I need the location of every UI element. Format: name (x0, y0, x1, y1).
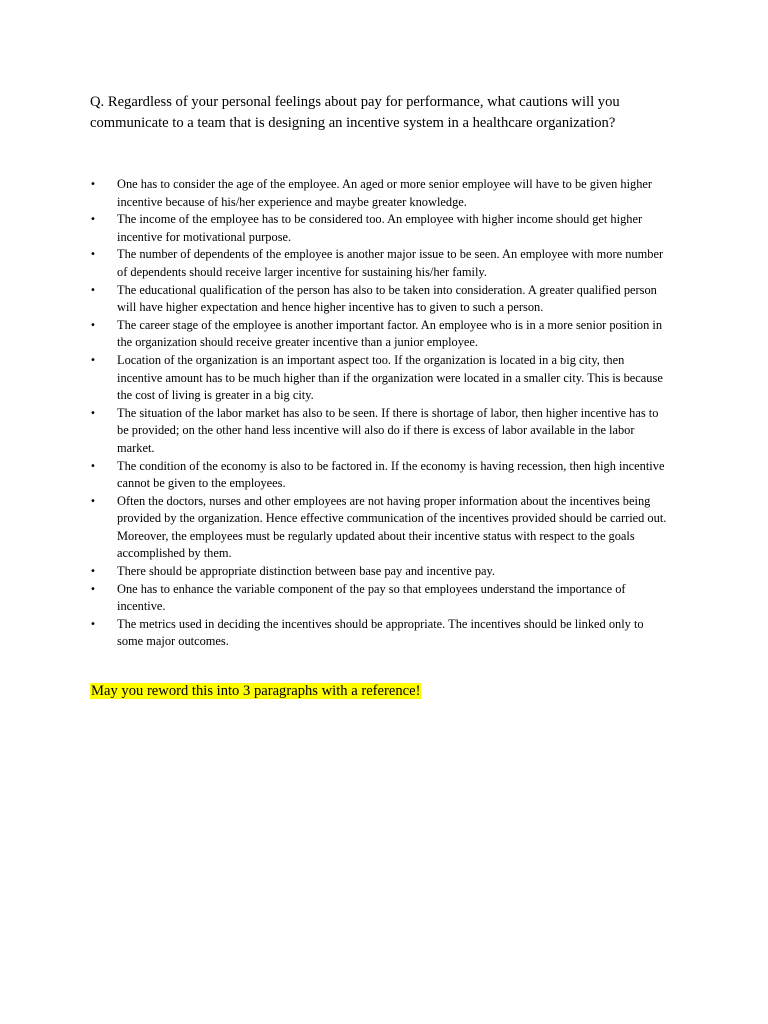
list-item (90, 458, 668, 493)
list-item (90, 317, 668, 352)
list-item (90, 282, 668, 317)
list-item (90, 176, 668, 211)
bullet-dot-icon: • (90, 179, 96, 190)
question-text: Q. Regardless of your personal feelings about pay for performance, what cautions will you communicate to a team that is designing an incentive system in a healthcare organization? (90, 94, 620, 131)
bullet-dot-icon: • (90, 354, 96, 366)
list-item-text: One has to enhance the variable component of the pay so that employees understand the importance of incentive. (117, 581, 626, 614)
bullet-dot-icon: • (90, 214, 96, 226)
list-item-text: The income of the employee has to be considered too. An employee with higher income should get higher incentive for motivational purpose. (117, 212, 643, 244)
highlighted-request: May you reword this into 3 paragraphs with a reference! (91, 683, 421, 700)
list-item (90, 211, 668, 246)
list-item (90, 246, 668, 281)
list-item-text: The number of dependents of the employee is another major issue to be seen. An employee with more number of dependents should receive larger incentive for sustaining his/her family. (117, 247, 664, 279)
bullet-dot-icon: • (90, 618, 96, 630)
bullet-dot-icon: • (90, 284, 96, 296)
list-item (90, 581, 668, 616)
bullet-list (90, 176, 668, 651)
bullet-dot-icon: • (90, 566, 96, 578)
bullet-dot-icon: • (90, 407, 96, 419)
bullet-dot-icon: • (90, 460, 96, 472)
list-item (90, 616, 668, 651)
list-item-text: One has to consider the age of the employee. An aged or more senior employee will have to be given higher incentive because of his/her experience and maybe greater knowledge. (117, 177, 653, 209)
bullet-dot-icon: • (90, 319, 96, 331)
bullet-dot-icon: • (90, 495, 96, 507)
list-item-text: The condition of the economy is also to be factored in. If the economy is having recession, then high incentive cannot be given to the employees. (117, 458, 665, 491)
list-item-text: The educational qualification of the person has also to be taken into consideration. A greater qualified person will have higher expectation and hence higher incentive has to given to such a person. (117, 282, 657, 315)
list-item (90, 352, 668, 405)
list-item (90, 563, 668, 581)
bullet-dot-icon: • (90, 249, 96, 261)
list-item-text: Often the doctors, nurses and other employees are not having proper information about the incentives being provided by the organization. Hence effective communication of the incentives provided should be carried out. Moreover, the employees must be regularly updated about their incentive status with respect to the goals accomplished by them. (117, 493, 667, 561)
list-item-text: There should be appropriate distinction between base pay and incentive pay. (117, 564, 496, 579)
list-item (90, 493, 668, 563)
list-item-text: The situation of the labor market has also to be seen. If there is shortage of labor, then higher incentive has to be provided; on the other hand less incentive will also do if there is excess of labor available in the labor market. (117, 405, 659, 455)
list-item (90, 405, 668, 458)
list-item-text: The career stage of the employee is another important factor. An employee who is in a more senior position in the organization should receive greater incentive than a junior employee. (117, 317, 663, 350)
bullet-dot-icon: • (90, 583, 96, 595)
list-item-text: The metrics used in deciding the incentives should be appropriate. The incentives should be linked only to some major outcomes. (117, 616, 644, 649)
request-line (90, 681, 668, 701)
list-item-text: Location of the organization is an important aspect too. If the organization is located in a big city, then incentive amount has to be much higher than if the organization were located in a smaller city. This is because the cost of living is greater in a big city. (117, 352, 663, 403)
